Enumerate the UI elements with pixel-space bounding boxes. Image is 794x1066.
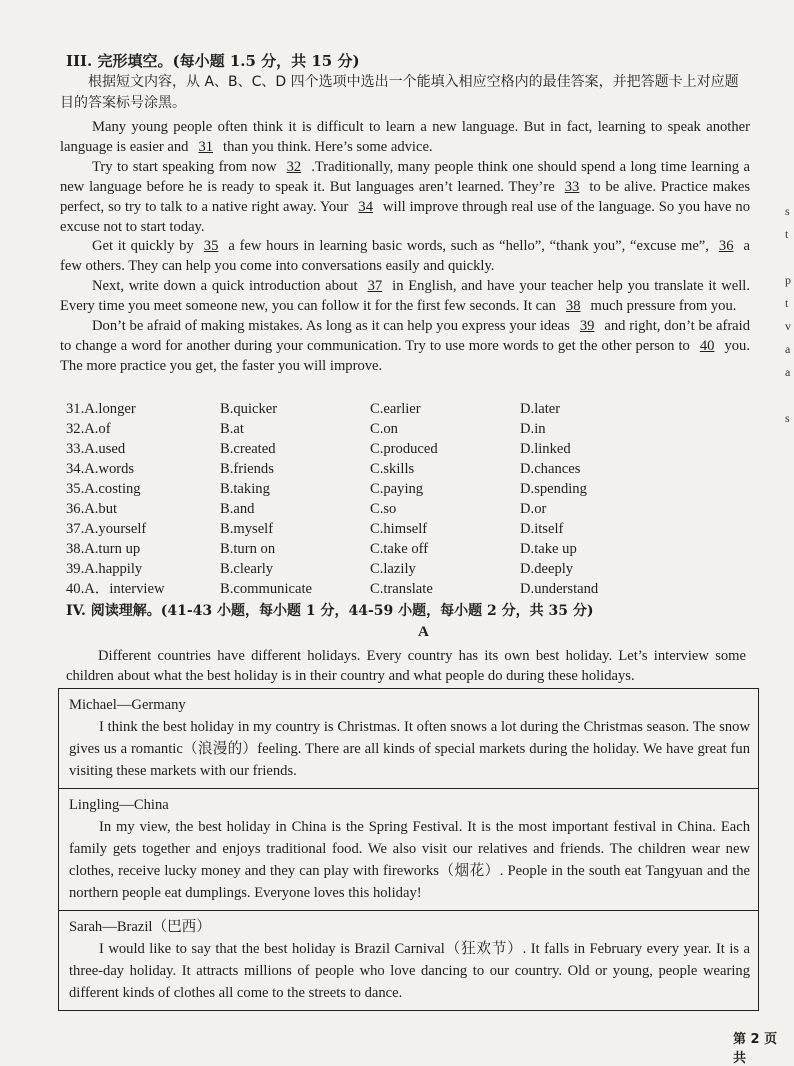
option-choice: B.taking [220, 481, 270, 497]
blank-34: 34 [358, 198, 373, 215]
edge-char: s [785, 204, 790, 218]
passage-paragraph [60, 118, 750, 158]
option-choice: D.itself [520, 521, 564, 537]
edge-char [785, 246, 794, 269]
option-choice: C.on [370, 421, 398, 437]
option-choice: 40.A．interview [66, 581, 165, 597]
option-choice: D.deeply [520, 561, 574, 577]
option-choice: 37.A.yourself [66, 521, 147, 537]
option-choice: B.at [220, 421, 244, 437]
option-row [66, 400, 666, 420]
option-choice: B.turn on [220, 541, 276, 557]
part-a-label: A [418, 624, 429, 640]
passage-text: Try to start speaking from now [92, 158, 277, 175]
option-row [66, 440, 666, 460]
option-choice: B.communicate [220, 581, 312, 597]
blank-38: 38 [565, 298, 581, 315]
edge-char: s [785, 411, 790, 425]
blank-31: 31 [198, 138, 214, 155]
adjacent-page-edge [785, 200, 794, 430]
option-choice: 31.A.longer [66, 401, 136, 417]
option-row [66, 520, 666, 540]
page-number: 第 2 页 共 [733, 1032, 778, 1066]
cloze-options [66, 400, 666, 600]
option-choice: C.earlier [370, 401, 421, 417]
interview-text: I think the best holiday in my country is Christmas. It often snows a lot during the Christmas season. The snow gives us a romantic（浪漫的）feeling. There are all kinds of special markets during the holiday. We have great fun visiting these markets with our friends. [69, 719, 750, 779]
option-choice: 35.A.costing [66, 481, 141, 497]
option-choice: 34.A.words [66, 461, 135, 477]
blank-40: 40 [699, 337, 715, 354]
option-choice: 33.A.used [66, 441, 126, 457]
passage-paragraph [60, 277, 750, 317]
option-row [66, 580, 666, 600]
passage-text: much pressure from you. [590, 298, 737, 315]
blank-32: 32 [286, 158, 302, 175]
option-choice: B.myself [220, 521, 274, 537]
option-row [66, 500, 666, 520]
interviewee-name: Sarah—Brazil（巴西） [69, 919, 211, 935]
option-choice: C.paying [370, 481, 424, 497]
passage-text: Don’t be afraid of making mistakes. As long as it can help you express your ideas [92, 318, 570, 335]
option-row [66, 420, 666, 440]
edge-char: a [785, 342, 791, 356]
passage-text: a few hours in learning basic words, such as “hello”, “thank you”, “excuse me”, [228, 238, 709, 255]
option-choice: C.lazily [370, 561, 416, 577]
blank-37: 37 [367, 278, 383, 295]
interview-text: In my view, the best holiday in China is the Spring Festival. It is the most important festival in China. Each family gets together and enjoys traditional food. We also visit our relatives and friends. The children wear new clothes, receive lucky money and they can play with fireworks（烟花）. People in the south eat Tangyuan and the northern people eat dumplings. Everyone loves this holiday! [69, 819, 750, 901]
edge-char: t [785, 227, 789, 241]
passage-text: to be alive. Practice makes perfect, so try to talk to a native right away. Your [60, 178, 750, 215]
option-choice: B.quicker [220, 401, 278, 417]
section3-instructions: 根据短文内容，从 A、B、C、D 四个选项中选出一个能填入相应空格内的最佳答案，并把答题卡上对应题目的答案标号涂黑。 [60, 74, 739, 111]
interview-box [59, 689, 758, 788]
option-choice: D.later [520, 401, 561, 417]
option-choice: D.understand [520, 581, 599, 597]
interview-text: I would like to say that the best holiday is Brazil Carnival（狂欢节）. It falls in February every year. It is a three-day holiday. It attracts millions of people who love dancing to our country. Old or young, people wearing different kinds of clothes all come to the streets to dance. [69, 941, 750, 1001]
blank-33: 33 [564, 178, 580, 195]
blank-36: 36 [718, 238, 734, 255]
interview-boxes [58, 688, 759, 1011]
passage-text: Next, write down a quick introduction about [92, 278, 358, 295]
option-choice: B.and [220, 501, 255, 517]
passage-text: .Traditionally, many people think one should spend a long time learning a new language before he is ready to speak it. But languages aren’t learned. They’re [60, 158, 750, 195]
section3-title: III. 完形填空。(每小题 1.5 分，共 15 分) [66, 52, 360, 70]
option-choice: 39.A.happily [66, 561, 143, 577]
passage-text: will improve through real use of the language. So you have no excuse not to start today. [60, 198, 750, 235]
option-choice: B.friends [220, 461, 274, 477]
option-choice: 36.A.but [66, 501, 118, 517]
option-choice: 32.A.of [66, 421, 111, 437]
option-choice: C.so [370, 501, 397, 517]
edge-char: a [785, 365, 791, 379]
option-choice: D.take up [520, 541, 577, 557]
passage-paragraph [60, 317, 750, 377]
passage-paragraph [60, 158, 750, 238]
option-choice: C.skills [370, 461, 415, 477]
edge-char: v [785, 319, 791, 333]
interviewee-name: Michael—Germany [69, 697, 186, 713]
reading-intro: Different countries have different holidays. Every country has its own best holiday. Let’s interview some children about what the best holiday is in their country and what people do during these holidays. [66, 648, 746, 684]
option-choice: C.himself [370, 521, 428, 537]
option-choice: D.linked [520, 441, 571, 457]
edge-char: t [785, 296, 789, 310]
option-row [66, 460, 666, 480]
edge-char [785, 384, 794, 407]
option-choice: 38.A.turn up [66, 541, 141, 557]
option-choice: B.created [220, 441, 276, 457]
cloze-passage [60, 118, 750, 377]
passage-text: Get it quickly by [92, 238, 194, 255]
option-row [66, 540, 666, 560]
option-choice: D.spending [520, 481, 587, 497]
blank-39: 39 [579, 318, 595, 335]
option-choice: D.chances [520, 461, 581, 477]
blank-35: 35 [203, 238, 219, 255]
section4-title: IV. 阅读理解。(41-43 小题，每小题 1 分，44-59 小题，每小题 2 分，共 35 分) [66, 603, 594, 619]
passage-paragraph [60, 237, 750, 277]
edge-char: p [785, 273, 791, 287]
passage-text: you. The more practice you get, the faster you will improve. [60, 337, 750, 374]
passage-text: in English, and have your teacher help you translate it well. Every time you meet someone new, you can follow it for the first few seconds. It can [60, 278, 751, 315]
passage-text: a few others. They can help you come into conversations easily and quickly. [60, 238, 750, 275]
option-choice: D.or [520, 501, 547, 517]
passage-text: than you think. Here’s some advice. [223, 138, 433, 155]
passage-text: and right, don’t be afraid to change a word for another during your communication. Try to use more words to get the other person to [60, 318, 751, 354]
option-choice: C.produced [370, 441, 438, 457]
option-choice: B.clearly [220, 561, 274, 577]
interview-box [59, 910, 758, 1010]
option-row [66, 480, 666, 500]
option-choice: C.translate [370, 581, 433, 597]
passage-text: Many young people often think it is difficult to learn a new language. But in fact, learning to speak another language is easier and [60, 119, 750, 155]
option-choice: D.in [520, 421, 546, 437]
option-choice: C.take off [370, 541, 429, 557]
option-row [66, 560, 666, 580]
interviewee-name: Lingling—China [69, 797, 169, 813]
interview-box [59, 788, 758, 910]
